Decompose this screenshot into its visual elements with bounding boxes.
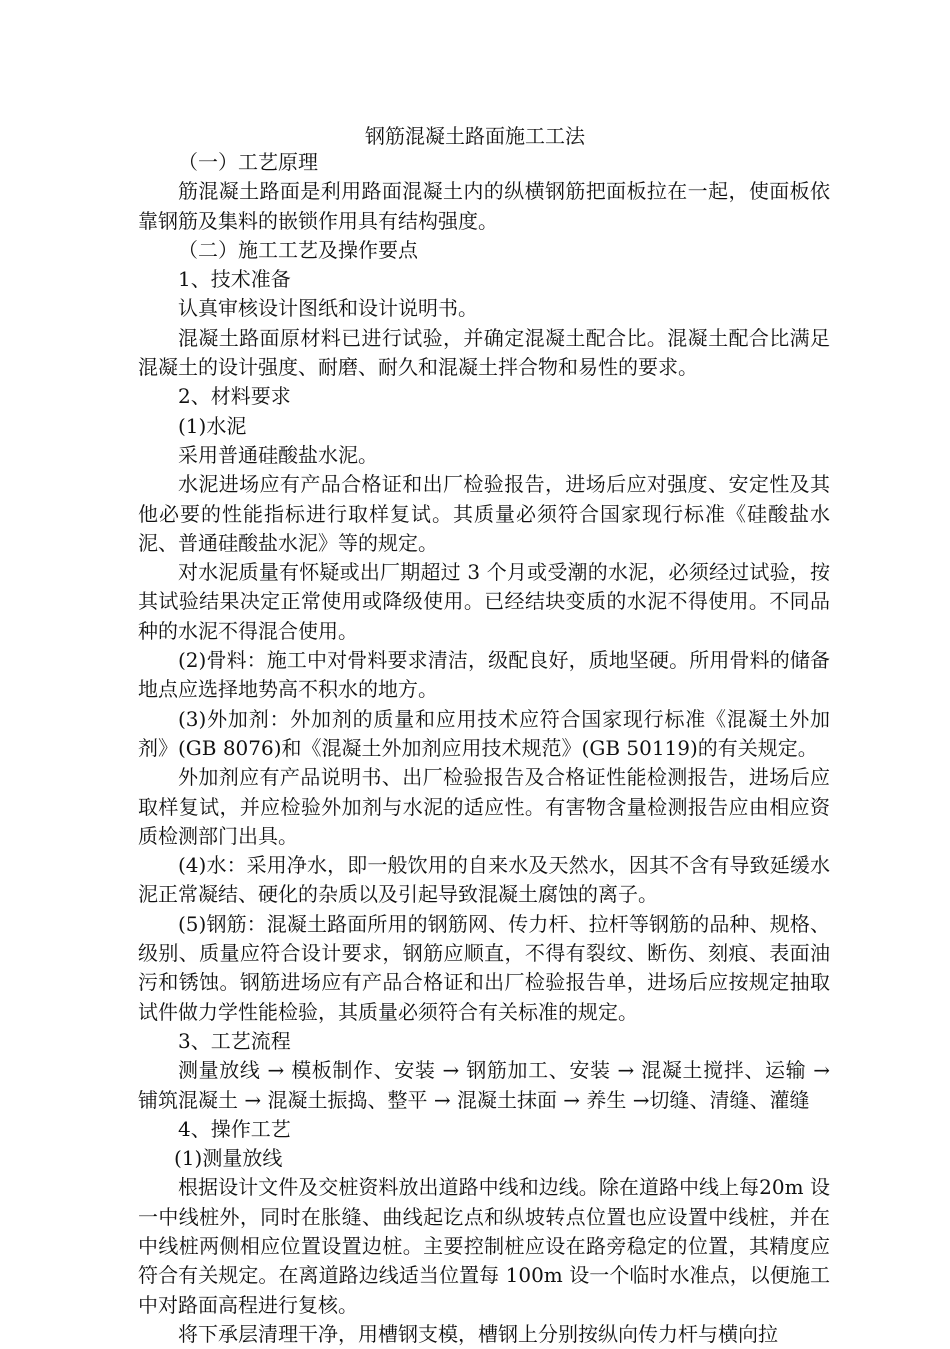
body-paragraph: 外加剂应有产品说明书、出厂检验报告及合格证性能检测报告，进场后应取样复试，并应检验外加剂与水泥的适应性。有害物含量检测报告应由相应资质检测部门出具。: [138, 765, 830, 848]
body-paragraph: (3)外加剂：外加剂的质量和应用技术应符合国家现行标准《混凝土外加剂》(GB 8076)和《混凝土外加剂应用技术规范》(GB 50119)的有关规定。: [138, 706, 830, 760]
body-paragraph: 根据设计文件及交桩资料放出道路中线和边线。除在道路中线上每20m 设一中线桩外，同时在胀缝、曲线起讫点和纵坡转点位置也应设置中线桩，并在中线桩两侧相应位置设置边桩。主要控制桩应设在路旁稳定的位置，其精度应符合有关规定。在离道路边线适当位置每 100m 设一个临时水准点，以便施工中对路面高程进行复核。: [138, 1175, 830, 1317]
document-title: 钢筋混凝土路面施工工法: [365, 124, 585, 148]
body-paragraph: 采用普通硅酸盐水泥。: [178, 442, 378, 467]
body-paragraph: (4)水：采用净水，即一般饮用的自来水及天然水，因其不含有导致延缓水泥正常凝结、硬化的杂质以及引起导致混凝土腐蚀的离子。: [138, 853, 830, 907]
body-paragraph: 水泥进场应有产品合格证和出厂检验报告，进场后应对强度、安定性及其他必要的性能指标进行取样复试。其质量必须符合国家现行标准《硅酸盐水泥、普通硅酸盐水泥》等的规定。: [138, 472, 830, 555]
subsection-heading: 1、技术准备: [178, 267, 291, 292]
subsection-heading: 2、材料要求: [178, 384, 291, 409]
body-paragraph: 认真审核设计图纸和设计说明书。: [178, 296, 478, 321]
body-paragraph: (2)骨料：施工中对骨料要求清洁，级配良好，质地坚硬。所用骨料的储备地点应选择地势高不积水的地方。: [138, 648, 830, 702]
section-heading: （一）工艺原理: [178, 150, 318, 174]
body-paragraph: (5)钢筋：混凝土路面所用的钢筋网、传力杆、拉杆等钢筋的品种、规格、级别、质量应符合设计要求，钢筋应顺直，不得有裂纹、断伤、刻痕、表面油污和锈蚀。钢筋进场应有产品合格证和出厂检验报告单，进场后应按规定抽取试件做力学性能检验，其质量必须符合有关标准的规定。: [138, 911, 830, 1024]
body-paragraph: 将下承层清理干净，用槽钢支模，槽钢上分别按纵向传力杆与横向拉: [178, 1321, 778, 1346]
item-heading: (1)水泥: [178, 413, 247, 438]
document-body: [138, 148, 830, 1349]
subsection-heading: 3、工艺流程: [178, 1028, 291, 1053]
subsection-heading: 4、操作工艺: [178, 1116, 291, 1141]
process-flow: 测量放线 → 模板制作、安装 → 钢筋加工、安装 → 混凝土搅拌、运输 → 铺筑混凝土 → 混凝土振捣、整平 → 混凝土抹面 → 养生 →切缝、清缝、灌缝: [138, 1058, 830, 1112]
body-paragraph: 对水泥质量有怀疑或出厂期超过 3 个月或受潮的水泥，必须经过试验，按其试验结果决定正常使用或降级使用。已经结块变质的水泥不得使用。不同品种的水泥不得混合使用。: [138, 560, 830, 643]
section-heading: （二）施工工艺及操作要点: [178, 237, 418, 262]
item-heading: (1)测量放线: [174, 1146, 283, 1171]
body-paragraph: 筋混凝土路面是利用路面混凝土内的纵横钢筋把面板拉在一起，使面板依靠钢筋及集料的嵌锁作用具有结构强度。: [138, 179, 830, 233]
body-paragraph: 混凝土路面原材料已进行试验，并确定混凝土配合比。混凝土配合比满足混凝土的设计强度、耐磨、耐久和混凝土拌合物和易性的要求。: [138, 325, 830, 380]
